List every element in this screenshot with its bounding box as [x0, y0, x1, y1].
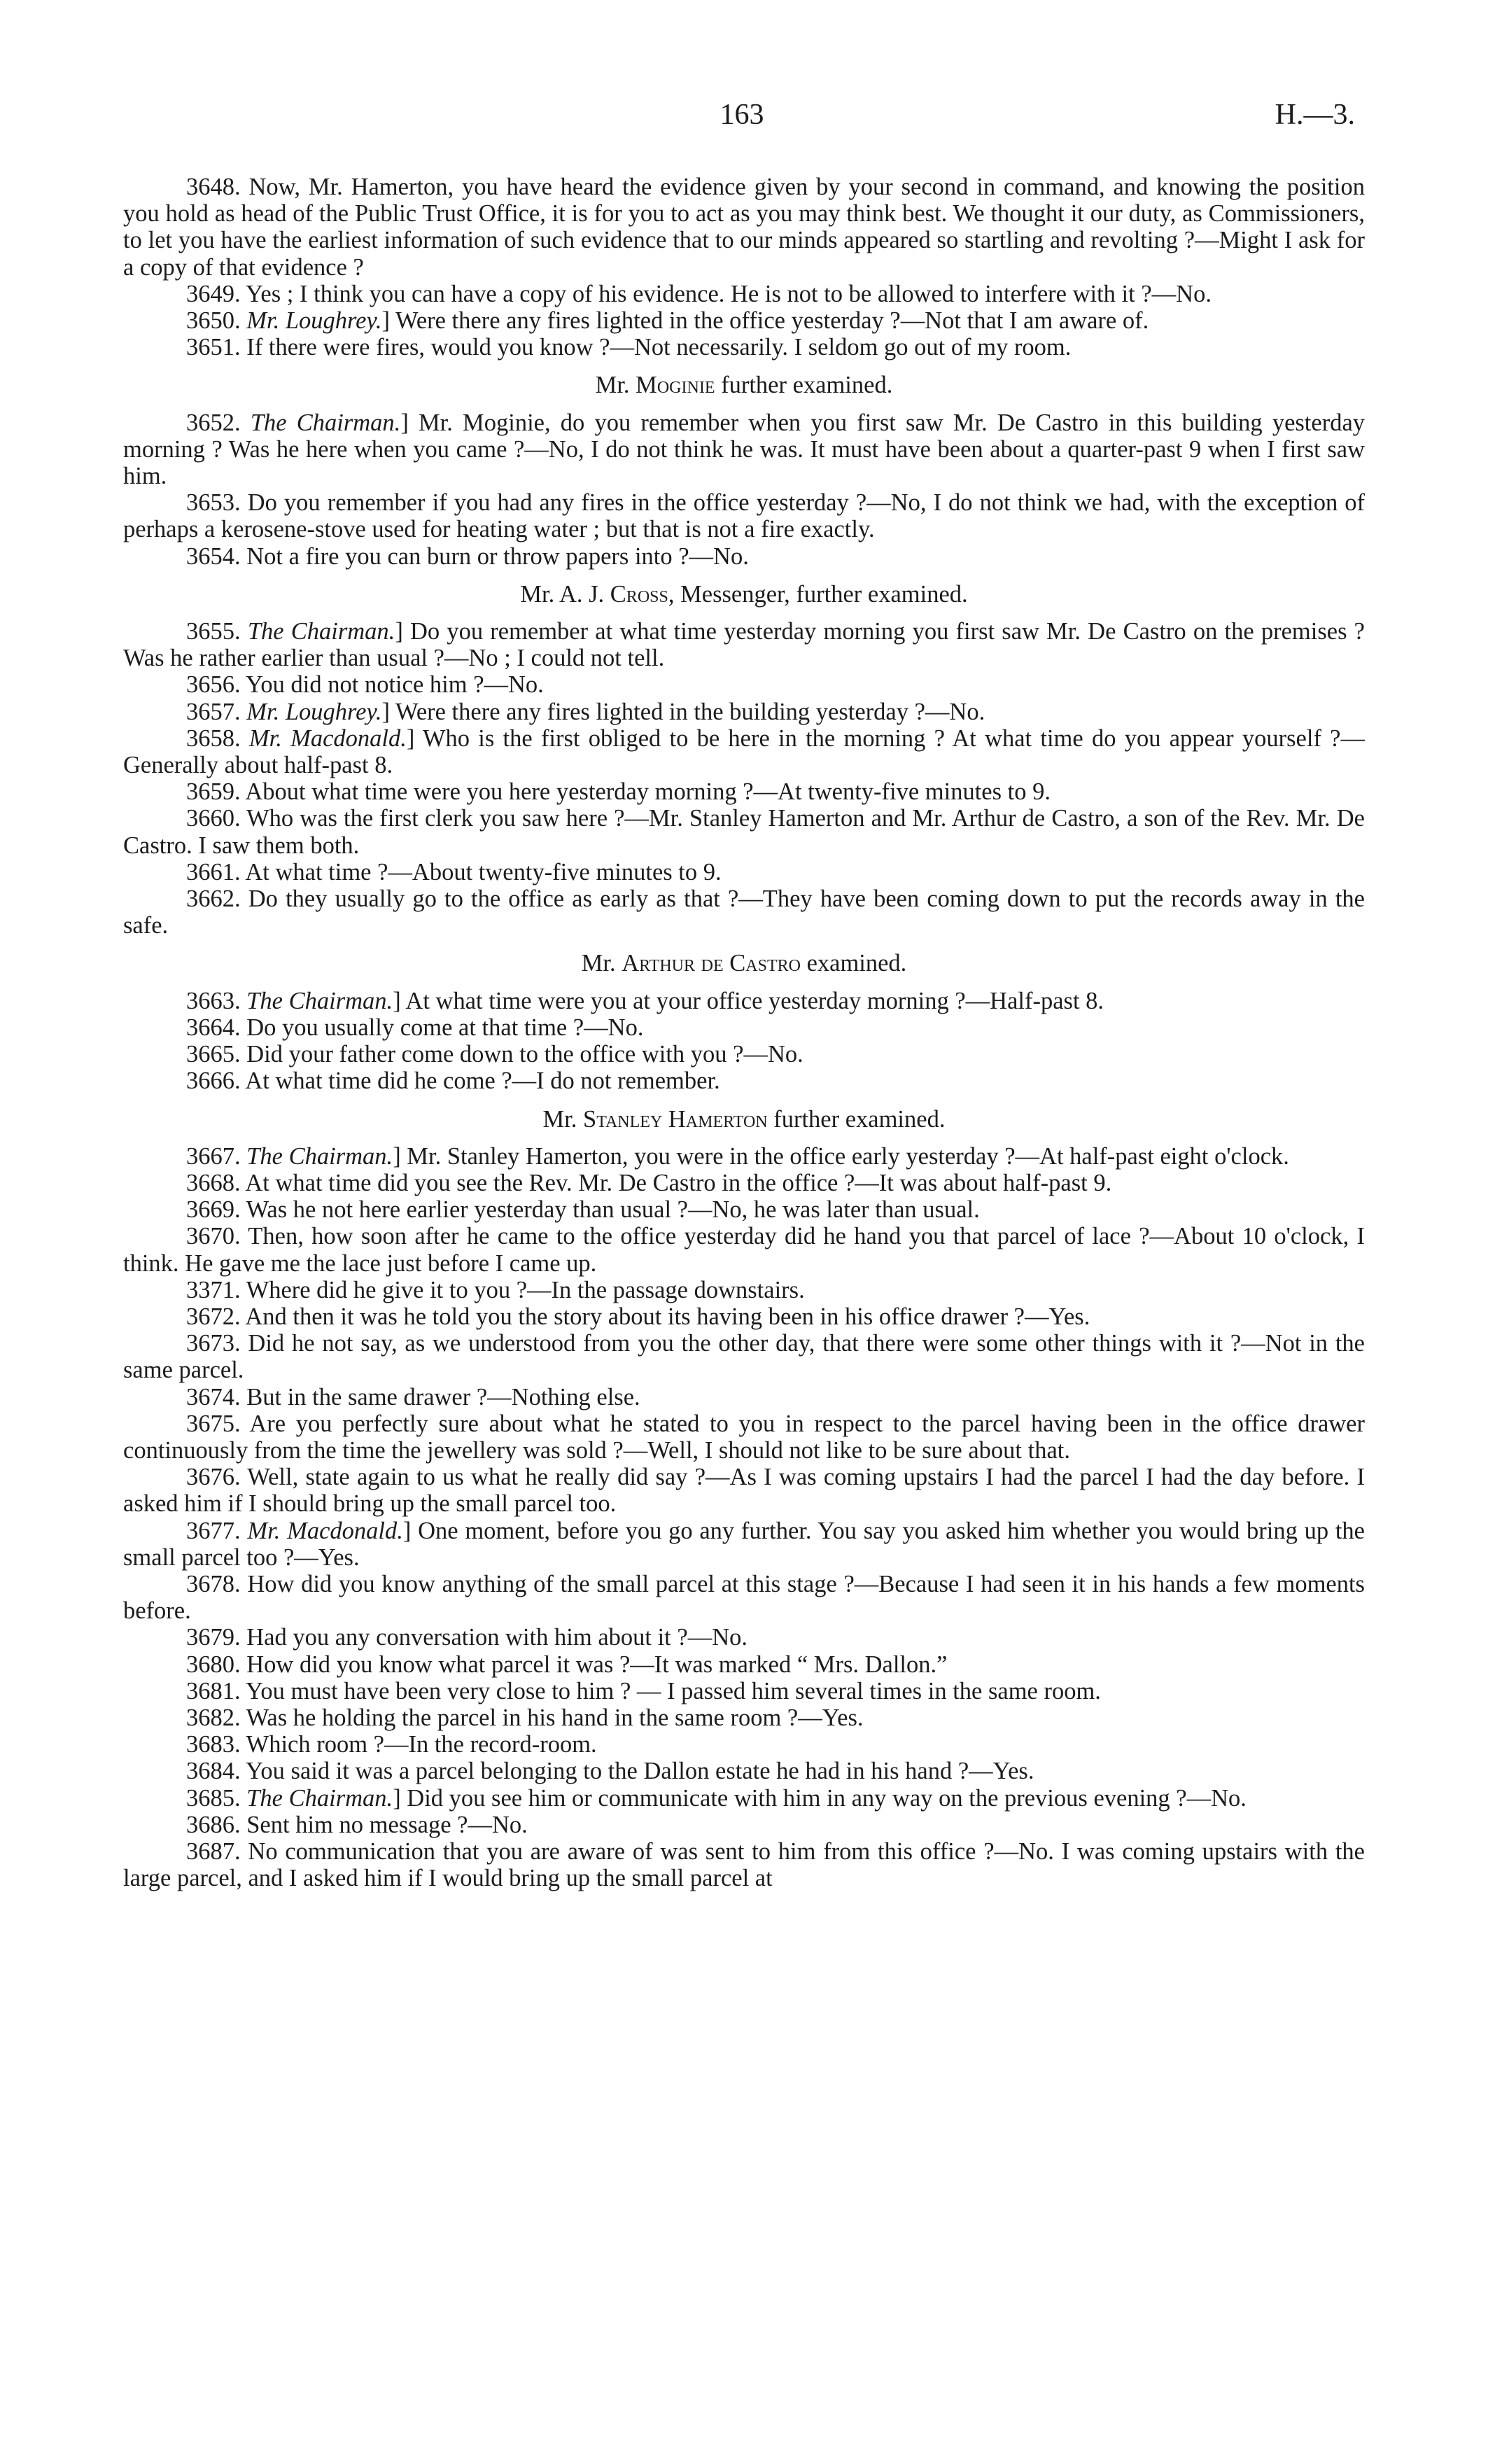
evidence-paragraph — [123, 1410, 1365, 1464]
evidence-paragraph — [123, 543, 1365, 570]
speaker-name: The Chairman. — [250, 409, 401, 436]
evidence-paragraph — [123, 1068, 1365, 1094]
evidence-paragraph — [123, 281, 1365, 307]
text-run: 3685. — [186, 1784, 247, 1812]
text-run: 3649. Yes ; I think you can have a copy of his evidence. He is not to be allowed to interfere with it ?—No. — [186, 280, 1212, 307]
evidence-paragraph — [123, 725, 1365, 778]
section-heading — [123, 372, 1365, 398]
evidence-paragraph — [123, 1758, 1365, 1784]
witness-name: Moginie — [636, 372, 715, 399]
speaker-name: The Chairman. — [246, 1784, 393, 1812]
text-run: 3663. — [186, 987, 247, 1014]
text-run: 3656. You did not notice him ?—No. — [186, 671, 544, 699]
text-run: 3674. But in the same drawer ?—Nothing else. — [186, 1383, 640, 1410]
witness-name: Cross — [610, 580, 668, 608]
speaker-name: Mr. Macdonald. — [248, 724, 407, 752]
evidence-paragraph — [123, 1651, 1365, 1678]
text-run: 3669. Was he not here earlier yesterday than usual ?—No, he was later than usual. — [186, 1196, 980, 1224]
text-run: 3665. Did your father come down to the office with you ?—No. — [186, 1041, 803, 1068]
text-run: 3654. Not a fire you can burn or throw papers into ?—No. — [186, 542, 749, 570]
text-run: examined. — [800, 950, 907, 977]
evidence-paragraph — [123, 1838, 1365, 1891]
text-run: 3677. — [186, 1517, 248, 1544]
text-run: ] One moment, before you go any further. You say you asked him whether you would bring up the small parcel too ?—Yes. — [123, 1517, 1365, 1571]
evidence-paragraph — [123, 886, 1365, 939]
text-run: Mr. A. J. — [520, 580, 610, 608]
text-run: 3648. Now, Mr. Hamerton, you have heard the evidence given by your second in command, and knowing the position you hold as head of the Public Trust Office, it is for you to act as you may think best. We thought it our duty, as Commissioners, to let you have the earliest information of such evidence that to our minds appeared so startling and revolting ?—Might I ask for a copy of that evidence ? — [123, 174, 1365, 281]
speaker-name: Mr. Loughrey. — [246, 698, 382, 725]
evidence-paragraph — [123, 334, 1365, 360]
text-run: 3650. — [186, 307, 247, 335]
text-run: , Messenger, further examined. — [668, 580, 968, 608]
text-run: 3670. Then, how soon after he came to the office yesterday did he hand you that parcel of lace ?—About 10 o'clock, I think. He gave me the lace just before I came up. — [123, 1223, 1365, 1277]
evidence-paragraph — [123, 489, 1365, 542]
evidence-paragraph — [123, 1571, 1365, 1624]
document-code: H.—3. — [1275, 99, 1355, 131]
page-number: 163 — [720, 99, 764, 131]
text-run: 3653. Do you remember if you had any fires in the office yesterday ?—No, I do not think we had, with the exception of perhaps a kerosene-stove used for heating water ; but that is not a fire exactly. — [123, 489, 1365, 543]
text-run: 3683. Which room ?—In the record-room. — [186, 1731, 597, 1758]
evidence-paragraph — [123, 1678, 1365, 1704]
speaker-name: Mr. Macdonald. — [247, 1517, 403, 1544]
text-run: ] At what time were you at your office yesterday morning ?—Half-past 8. — [393, 987, 1104, 1014]
text-run: 3667. — [186, 1142, 247, 1170]
evidence-paragraph — [123, 1014, 1365, 1041]
text-run: 3673. Did he not say, as we understood from you the other day, that there were some other things with it ?—Not in the same parcel. — [123, 1330, 1365, 1384]
document-body — [123, 174, 1365, 1891]
evidence-paragraph — [123, 778, 1365, 805]
section-heading — [123, 1106, 1365, 1133]
witness-name: Arthur de Castro — [622, 950, 801, 977]
text-run: 3679. Had you any conversation with him about it ?—No. — [186, 1624, 747, 1651]
evidence-paragraph — [123, 1624, 1365, 1651]
text-run: ] Were there any fires lighted in the office yesterday ?—Not that I am aware of. — [381, 307, 1149, 335]
text-run: 3655. — [186, 618, 248, 645]
evidence-paragraph — [123, 307, 1365, 334]
evidence-paragraph — [123, 671, 1365, 698]
text-run: 3684. You said it was a parcel belonging to the Dallon estate he had in his hand ?—Yes. — [186, 1758, 1034, 1785]
text-run: 3687. No communication that you are aware of was sent to him from this office ?—No. I was coming upstairs with the large parcel, and I asked him if I would bring up the small parcel at — [123, 1837, 1365, 1892]
text-run: 3672. And then it was he told you the story about its having been in his office drawer ?—Yes. — [186, 1303, 1090, 1330]
evidence-paragraph — [123, 859, 1365, 886]
evidence-paragraph — [123, 1731, 1365, 1758]
text-run: 3681. You must have been very close to him ? — I passed him several times in the same room. — [186, 1677, 1101, 1704]
evidence-paragraph — [123, 1143, 1365, 1170]
text-run: ] Who is the first obliged to be here in the morning ? At what time do you appear yourself ?—Generally about half-past 8. — [123, 724, 1365, 779]
evidence-paragraph — [123, 1812, 1365, 1838]
text-run: 3678. How did you know anything of the small parcel at this stage ?—Because I had seen it in his hands a few moments before. — [123, 1570, 1365, 1625]
evidence-paragraph — [123, 699, 1365, 725]
evidence-paragraph — [123, 1196, 1365, 1223]
text-run: ] Did you see him or communicate with him in any way on the previous evening ?—No. — [393, 1784, 1247, 1812]
text-run: 3652. — [186, 409, 251, 436]
speaker-name: The Chairman. — [246, 987, 393, 1014]
section-heading — [123, 950, 1365, 976]
text-run: 3668. At what time did you see the Rev. Mr. De Castro in the office ?—It was about half-past 9. — [186, 1169, 1112, 1196]
evidence-paragraph — [123, 1277, 1365, 1303]
evidence-paragraph — [123, 1464, 1365, 1517]
text-run: further examined. — [767, 1105, 946, 1133]
speaker-name: Mr. Loughrey. — [246, 307, 382, 335]
text-run: Mr. — [581, 950, 622, 977]
evidence-paragraph — [123, 1303, 1365, 1330]
speaker-name: The Chairman. — [247, 618, 395, 645]
text-run: 3675. Are you perfectly sure about what he stated to you in respect to the parcel having been in the office drawer continuously from the time the jewellery was sold ?—Well, I should not like to be sure about that. — [123, 1410, 1365, 1464]
text-run: 3680. How did you know what parcel it was ?—It was marked “ Mrs. Dallon.” — [186, 1651, 948, 1678]
witness-name: Stanley Hamerton — [583, 1105, 768, 1133]
evidence-paragraph — [123, 174, 1365, 281]
text-run: further examined. — [715, 372, 893, 399]
text-run: 3658. — [186, 724, 249, 752]
evidence-paragraph — [123, 1384, 1365, 1410]
text-run: 3664. Do you usually come at that time ?—No. — [186, 1014, 644, 1041]
evidence-paragraph — [123, 1518, 1365, 1571]
text-run: 3661. At what time ?—About twenty-five minutes to 9. — [186, 858, 722, 886]
text-run: 3657. — [186, 698, 247, 725]
section-heading — [123, 581, 1365, 608]
text-run: Mr. — [542, 1105, 584, 1133]
text-run: 3666. At what time did he come ?—I do not remember. — [186, 1068, 720, 1095]
text-run: Mr. — [595, 372, 636, 399]
text-run: ] Mr. Moginie, do you remember when you first saw Mr. De Castro in this building yesterday morning ? Was he here when you came ?—No, I do not think he was. It must have been about a quarter-past 9 when I first saw him. — [123, 409, 1366, 490]
text-run: 3659. About what time were you here yesterday morning ?—At twenty-five minutes to 9. — [186, 778, 1051, 806]
text-run: 3676. Well, state again to us what he really did say ?—As I was coming upstairs I had the parcel I had the day before. I asked him if I should bring up the small parcel too. — [123, 1464, 1365, 1518]
text-run: 3660. Who was the first clerk you saw here ?—Mr. Stanley Hamerton and Mr. Arthur de Castro, a son of the Rev. Mr. De Castro. I saw them both. — [123, 805, 1365, 859]
text-run: 3686. Sent him no message ?—No. — [186, 1811, 528, 1838]
evidence-paragraph — [123, 1041, 1365, 1068]
text-run: 3371. Where did he give it to you ?—In the passage downstairs. — [186, 1276, 805, 1303]
text-run: ] Mr. Stanley Hamerton, you were in the office early yesterday ?—At half-past eight o'clock. — [393, 1142, 1289, 1170]
text-run: 3662. Do they usually go to the office as early as that ?—They have been coming down to put the records away in the safe. — [123, 886, 1365, 939]
evidence-paragraph — [123, 988, 1365, 1014]
evidence-paragraph — [123, 410, 1365, 490]
evidence-paragraph — [123, 1704, 1365, 1731]
text-run: ] Were there any fires lighted in the building yesterday ?—No. — [381, 698, 985, 725]
evidence-paragraph — [123, 1170, 1365, 1196]
speaker-name: The Chairman. — [246, 1142, 393, 1170]
evidence-paragraph — [123, 618, 1365, 671]
text-run: ] Do you remember at what time yesterday morning you first saw Mr. De Castro on the premises ? Was he rather earlier than usual ?—No ; I could not tell. — [123, 618, 1365, 672]
text-run: 3682. Was he holding the parcel in his hand in the same room ?—Yes. — [186, 1704, 864, 1731]
evidence-paragraph — [123, 805, 1365, 858]
text-run: 3651. If there were fires, would you know ?—Not necessarily. I seldom go out of my room. — [186, 334, 1072, 361]
evidence-paragraph — [123, 1330, 1365, 1383]
evidence-paragraph — [123, 1223, 1365, 1276]
evidence-paragraph — [123, 1785, 1365, 1812]
